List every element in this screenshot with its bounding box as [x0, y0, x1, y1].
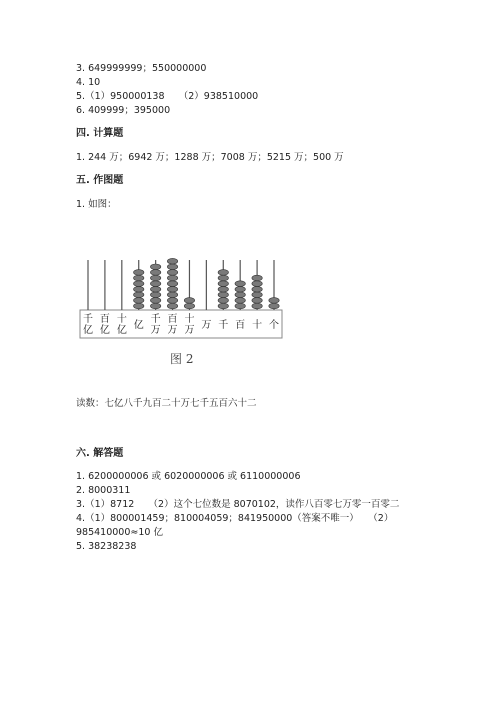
abacus-bead [218, 275, 228, 281]
abacus-place-label: 千 [150, 314, 161, 325]
abacus-place-label: 万 [201, 320, 212, 331]
abacus-bead [134, 292, 144, 298]
abacus-bead [150, 264, 160, 270]
section5-heading: 五. 作图题 [76, 175, 124, 186]
abacus-place-label: 个 [269, 320, 279, 331]
abacus-bead [269, 298, 279, 304]
abacus-bead [252, 286, 262, 292]
answer-line: 4. 10 [76, 77, 101, 88]
abacus-bead [218, 286, 228, 292]
abacus-place-label: 千 [83, 314, 93, 325]
abacus-bead [167, 275, 177, 281]
abacus-bead [235, 286, 245, 292]
figure-caption: 图 2 [170, 352, 194, 366]
abacus-labels [83, 312, 279, 336]
abacus-bead [252, 298, 262, 304]
section4-heading: 四. 计算题 [76, 128, 124, 139]
abacus-place-label: 万 [167, 325, 178, 336]
abacus-bead [134, 303, 144, 309]
abacus-bead [134, 286, 144, 292]
abacus-place-label: 亿 [133, 320, 144, 331]
abacus-place-label: 万 [184, 325, 195, 336]
abacus-bead [218, 270, 228, 276]
abacus-reading: 读数：七亿八千九百二十万七千五百六十二 [76, 398, 257, 409]
abacus-bead [150, 281, 160, 287]
abacus-bead [218, 281, 228, 287]
abacus-bead [167, 264, 177, 270]
abacus-place-label: 百 [99, 314, 110, 325]
abacus-bead [134, 270, 144, 276]
answer-line: 5. 38238238 [76, 541, 137, 552]
section5-item: 1. 如图： [76, 199, 117, 210]
section4-answer: 1. 244 万；6942 万；1288 万；7008 万；5215 万；500 万 [76, 152, 344, 163]
abacus-place-label: 万 [150, 325, 161, 336]
abacus-bead [134, 275, 144, 281]
abacus-bead [167, 281, 177, 287]
abacus-bead [184, 303, 194, 309]
abacus-bead [167, 270, 177, 276]
answer-line: 2. 8000311 [76, 485, 131, 496]
abacus-bead [150, 275, 160, 281]
abacus-place-label: 百 [235, 320, 246, 331]
abacus-bead [218, 303, 228, 309]
abacus-bead [167, 286, 177, 292]
abacus-place-label: 亿 [83, 325, 93, 336]
abacus-bead [218, 298, 228, 304]
abacus-figure [76, 238, 286, 368]
abacus-bead [235, 292, 245, 298]
abacus-bead [150, 286, 160, 292]
answer-line: 3. 649999999；550000000 [76, 63, 207, 74]
answer-line: 3.（1）8712 （2）这个七位数是 8070102，读作八百零七万零一百零二 [76, 499, 400, 510]
abacus-place-label: 十 [252, 320, 263, 331]
answer-line: 6. 409999；395000 [76, 105, 171, 116]
abacus-rods [88, 258, 279, 310]
answer-line: 1. 6200000006 或 6020000006 或 6110000006 [76, 471, 301, 482]
abacus-bead [167, 292, 177, 298]
abacus-bead [252, 303, 262, 309]
abacus-bead [252, 275, 262, 281]
abacus-bead [134, 281, 144, 287]
abacus-bead [167, 298, 177, 304]
abacus-bead [218, 292, 228, 298]
abacus-bead [150, 303, 160, 309]
abacus-bead [235, 281, 245, 287]
abacus-bead [134, 298, 144, 304]
abacus-place-label: 亿 [99, 325, 110, 336]
abacus-bead [269, 303, 279, 309]
abacus-bead [252, 292, 262, 298]
answer-line: 4.（1）800001459；810004059；841950000（答案不唯一） （2） [76, 513, 394, 524]
abacus-place-label: 千 [218, 320, 229, 331]
abacus-bead [167, 303, 177, 309]
abacus-bead [150, 292, 160, 298]
abacus-place-label: 十 [116, 314, 127, 325]
abacus-bead [252, 281, 262, 287]
answer-line: 985410000≈10 亿 [76, 527, 163, 538]
abacus-bead [184, 298, 194, 304]
answer-line: 5.（1）950000138 （2）938510000 [76, 91, 259, 102]
abacus-bead [150, 298, 160, 304]
abacus-bead [167, 258, 177, 264]
abacus-bead [235, 298, 245, 304]
abacus-svg [76, 238, 286, 348]
abacus-place-label: 十 [184, 314, 195, 325]
abacus-bead [235, 303, 245, 309]
abacus-place-label: 亿 [116, 325, 127, 336]
section6-heading: 六. 解答题 [76, 448, 124, 459]
abacus-bead [150, 270, 160, 276]
abacus-place-label: 百 [167, 314, 178, 325]
